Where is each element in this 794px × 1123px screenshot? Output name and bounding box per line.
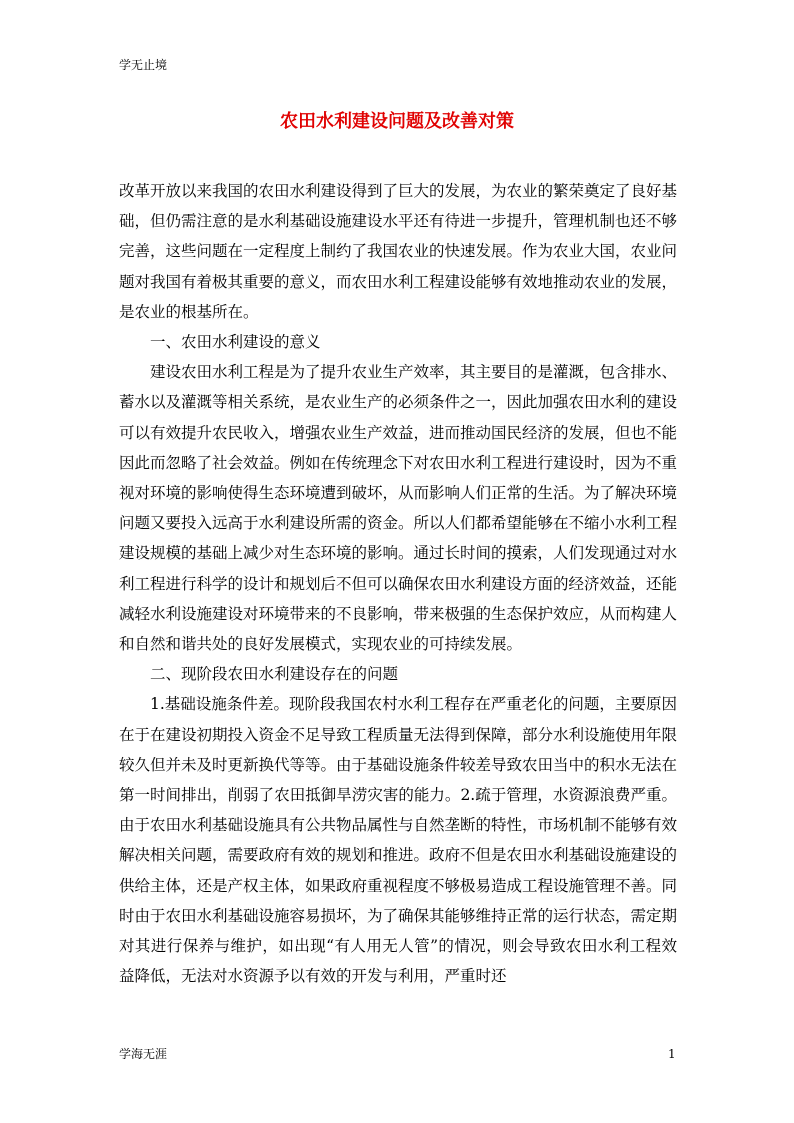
page-header: 学无止境 [119,58,168,72]
document-body [119,176,677,991]
section-heading-problems: 二、现阶段农田水利建设存在的问题 [150,665,399,684]
document-title: 农田水利建设问题及改善对策 [280,111,514,132]
problems-paragraph: 1.基础设施条件差。现阶段我国农村水利工程存在严重老化的问题，主要原因在于在建设初期投入资金不足导致工程质量无法得到保障，部分水利设施使用年限较久但并未及时更新换代等等。由于基础设施条件较差导致农田当中的积水无法在第一时间排出，削弱了农田抵御旱涝灾害的能力。2.疏于管理，水资源浪费严重。由于农田水利基础设施具有公共物品属性与自然垄断的特性，市场机制不能够有效解决相关问题，需要政府有效的规划和推进。政府不但是农田水利基础设施建设的供给主体，还是产权主体，如果政府重视程度不够极易造成工程设施管理不善。同时由于农田水利基础设施容易损坏，为了确保其能够维持正常的运行状态，需定期对其进行保养与维护，如出现“有人用无人管”的情况，则会导致农田水利工程效益降低，无法对水资源予以有效的开发与利用，严重时还 [119,695,678,986]
intro-paragraph: 改革开放以来我国的农田水利建设得到了巨大的发展，为农业的繁荣奠定了良好基础，但仍需注意的是水利基础设施建设水平还有待进一步提升，管理机制也还不够完善，这些问题在一定程度上制约了我国农业的快速发展。作为农业大国，农业问题对我国有着极其重要的意义，而农田水利工程建设能够有效地推动农业的发展，是农业的根基所在。 [119,182,678,321]
page-footer-text: 学海无涯 [119,1047,168,1061]
page-number: 1 [668,1047,676,1061]
significance-paragraph: 建设农田水利工程是为了提升农业生产效率，其主要目的是灌溉，包含排水、蓄水以及灌溉等相关系统，是农业生产的必须条件之一，因此加强农田水利的建设可以有效提升农民收入，增强农业生产效益，进而推动国民经济的发展，但也不能因此而忽略了社会效益。例如在传统理念下对农田水利工程进行建设时，因为不重视对环境的影响使得生态环境遭到破坏，从而影响人们正常的生活。为了解决环境问题又要投入远高于水利建设所需的资金。所以人们都希望能够在不缩小水利工程建设规模的基础上减少对生态环境的影响。通过长时间的摸索，人们发现通过对水利工程进行科学的设计和规划后不但可以确保农田水利建设方面的经济效益，还能减轻水利设施建设对环境带来的不良影响，带来极强的生态保护效应，从而构建人和自然和谐共处的良好发展模式，实现农业的可持续发展。 [119,363,678,654]
section-heading-significance: 一、农田水利建设的意义 [150,333,321,352]
